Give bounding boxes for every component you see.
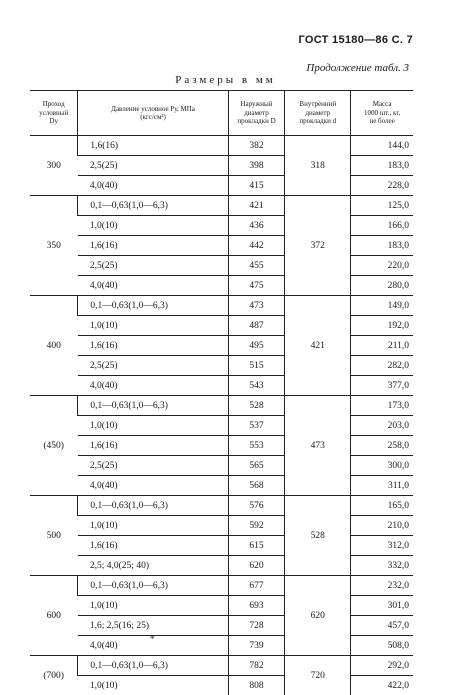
cell-outer-diameter: 677	[228, 576, 285, 596]
table-row	[30, 296, 413, 316]
cell-mass: 457,0	[351, 616, 413, 636]
cell-mass: 292,0	[351, 656, 413, 676]
table-row	[30, 436, 413, 456]
cell-pressure: 1,0(10)	[78, 416, 228, 436]
cell-inner-diameter: 720	[285, 656, 351, 695]
cell-outer-diameter: 473	[228, 296, 285, 316]
cell-outer-diameter: 553	[228, 436, 285, 456]
cell-mass: 220,0	[351, 256, 413, 276]
cell-inner-diameter: 421	[285, 296, 351, 396]
table-row	[30, 276, 413, 296]
cell-mass: 125,0	[351, 196, 413, 216]
cell-mass: 422,0	[351, 676, 413, 695]
cell-inner-diameter: 372	[285, 196, 351, 296]
cell-outer-diameter: 620	[228, 556, 285, 576]
cell-pressure: 1,6(16)	[78, 536, 228, 556]
table-row	[30, 396, 413, 416]
cell-outer-diameter: 398	[228, 156, 285, 176]
cell-mass: 282,0	[351, 356, 413, 376]
table-row	[30, 336, 413, 356]
cell-outer-diameter: 543	[228, 376, 285, 396]
table-row	[30, 556, 413, 576]
cell-pressure: 2,5; 4,0(25; 40)	[78, 556, 228, 576]
cell-mass: 377,0	[351, 376, 413, 396]
cell-nominal-bore: 600	[30, 576, 78, 656]
table-row	[30, 216, 413, 236]
table-row	[30, 316, 413, 336]
cell-pressure: 4,0(40)	[78, 276, 228, 296]
dimensions-table	[30, 90, 413, 695]
table-row	[30, 136, 413, 156]
standard-header: ГОСТ 15180—86 С. 7	[298, 34, 413, 46]
cell-nominal-bore: (700)	[30, 656, 78, 695]
cell-outer-diameter: 421	[228, 196, 285, 216]
cell-pressure: 2,5(25)	[78, 356, 228, 376]
cell-pressure: 1,0(10)	[78, 596, 228, 616]
cell-outer-diameter: 568	[228, 476, 285, 496]
table-row	[30, 356, 413, 376]
cell-outer-diameter: 592	[228, 516, 285, 536]
cell-pressure: 0,1—0,63(1,0—6,3)	[78, 656, 228, 676]
cell-pressure: 0,1—0,63(1,0—6,3)	[78, 576, 228, 596]
table-row	[30, 676, 413, 695]
table-row	[30, 596, 413, 616]
cell-outer-diameter: 808	[228, 676, 285, 695]
cell-outer-diameter: 487	[228, 316, 285, 336]
table-row	[30, 196, 413, 216]
cell-pressure: 2,5(25)	[78, 156, 228, 176]
col-header-pressure: Давление условное Pу, МПа (кгс/см²)	[78, 91, 228, 136]
cell-mass: 203,0	[351, 416, 413, 436]
cell-nominal-bore: 400	[30, 296, 78, 396]
cell-outer-diameter: 537	[228, 416, 285, 436]
cell-mass: 211,0	[351, 336, 413, 356]
cell-outer-diameter: 739	[228, 636, 285, 656]
cell-nominal-bore: 300	[30, 136, 78, 196]
cell-outer-diameter: 728	[228, 616, 285, 636]
cell-nominal-bore: 350	[30, 196, 78, 296]
page-mark: *	[150, 634, 155, 644]
cell-mass: 332,0	[351, 556, 413, 576]
cell-mass: 312,0	[351, 536, 413, 556]
cell-inner-diameter: 528	[285, 496, 351, 576]
cell-inner-diameter: 473	[285, 396, 351, 496]
cell-pressure: 0,1—0,63(1,0—6,3)	[78, 496, 228, 516]
cell-mass: 192,0	[351, 316, 413, 336]
table-body	[30, 136, 413, 695]
cell-outer-diameter: 782	[228, 656, 285, 676]
cell-outer-diameter: 436	[228, 216, 285, 236]
cell-outer-diameter: 565	[228, 456, 285, 476]
table-row	[30, 176, 413, 196]
cell-outer-diameter: 455	[228, 256, 285, 276]
table-row	[30, 496, 413, 516]
cell-outer-diameter: 693	[228, 596, 285, 616]
table-row	[30, 576, 413, 596]
cell-pressure: 4,0(40)	[78, 176, 228, 196]
cell-outer-diameter: 528	[228, 396, 285, 416]
cell-mass: 228,0	[351, 176, 413, 196]
cell-pressure: 1,6(16)	[78, 336, 228, 356]
cell-mass: 280,0	[351, 276, 413, 296]
table-row	[30, 516, 413, 536]
table-row	[30, 376, 413, 396]
cell-nominal-bore: 500	[30, 496, 78, 576]
cell-pressure: 0,1—0,63(1,0—6,3)	[78, 196, 228, 216]
cell-pressure: 1,0(10)	[78, 676, 228, 695]
cell-pressure: 1,6(16)	[78, 136, 228, 156]
cell-outer-diameter: 515	[228, 356, 285, 376]
cell-nominal-bore: (450)	[30, 396, 78, 496]
cell-mass: 173,0	[351, 396, 413, 416]
cell-mass: 210,0	[351, 516, 413, 536]
cell-pressure: 1,0(10)	[78, 516, 228, 536]
col-header-mass: Масса 1000 шт., кг, не более	[351, 91, 413, 136]
continuation-caption: Продолжение табл. 3	[306, 62, 409, 74]
cell-pressure: 1,0(10)	[78, 216, 228, 236]
table-row	[30, 656, 413, 676]
cell-mass: 300,0	[351, 456, 413, 476]
cell-pressure: 4,0(40)	[78, 376, 228, 396]
cell-pressure: 1,6(16)	[78, 236, 228, 256]
cell-mass: 149,0	[351, 296, 413, 316]
cell-inner-diameter: 318	[285, 136, 351, 196]
cell-outer-diameter: 576	[228, 496, 285, 516]
cell-mass: 301,0	[351, 596, 413, 616]
cell-mass: 166,0	[351, 216, 413, 236]
table-row	[30, 416, 413, 436]
table-row	[30, 636, 413, 656]
cell-pressure: 0,1—0,63(1,0—6,3)	[78, 296, 228, 316]
cell-outer-diameter: 415	[228, 176, 285, 196]
cell-inner-diameter: 620	[285, 576, 351, 656]
cell-pressure: 1,0(10)	[78, 316, 228, 336]
table-row	[30, 256, 413, 276]
table-row	[30, 536, 413, 556]
cell-outer-diameter: 615	[228, 536, 285, 556]
cell-outer-diameter: 382	[228, 136, 285, 156]
table-row	[30, 156, 413, 176]
cell-mass: 258,0	[351, 436, 413, 456]
col-header-inner-diameter: Внутренний диаметр прокладки d	[285, 91, 351, 136]
cell-outer-diameter: 442	[228, 236, 285, 256]
cell-outer-diameter: 475	[228, 276, 285, 296]
cell-mass: 165,0	[351, 496, 413, 516]
cell-mass: 311,0	[351, 476, 413, 496]
table-row	[30, 616, 413, 636]
table-row	[30, 456, 413, 476]
cell-pressure: 0,1—0,63(1,0—6,3)	[78, 396, 228, 416]
col-header-nominal-bore: Проход условный Dу	[30, 91, 78, 136]
col-header-outer-diameter: Наружный диаметр прокладки D	[228, 91, 285, 136]
cell-mass: 508,0	[351, 636, 413, 656]
table-row	[30, 236, 413, 256]
cell-pressure: 1,6; 2,5(16; 25)	[78, 616, 228, 636]
table-row	[30, 476, 413, 496]
table-header-row	[30, 91, 413, 136]
cell-pressure: 2,5(25)	[78, 456, 228, 476]
cell-mass: 144,0	[351, 136, 413, 156]
cell-pressure: 1,6(16)	[78, 436, 228, 456]
units-caption: Размеры в мм	[0, 74, 451, 86]
cell-pressure: 2,5(25)	[78, 256, 228, 276]
cell-mass: 183,0	[351, 236, 413, 256]
cell-pressure: 4,0(40)	[78, 636, 228, 656]
cell-outer-diameter: 495	[228, 336, 285, 356]
cell-mass: 232,0	[351, 576, 413, 596]
cell-mass: 183,0	[351, 156, 413, 176]
cell-pressure: 4,0(40)	[78, 476, 228, 496]
